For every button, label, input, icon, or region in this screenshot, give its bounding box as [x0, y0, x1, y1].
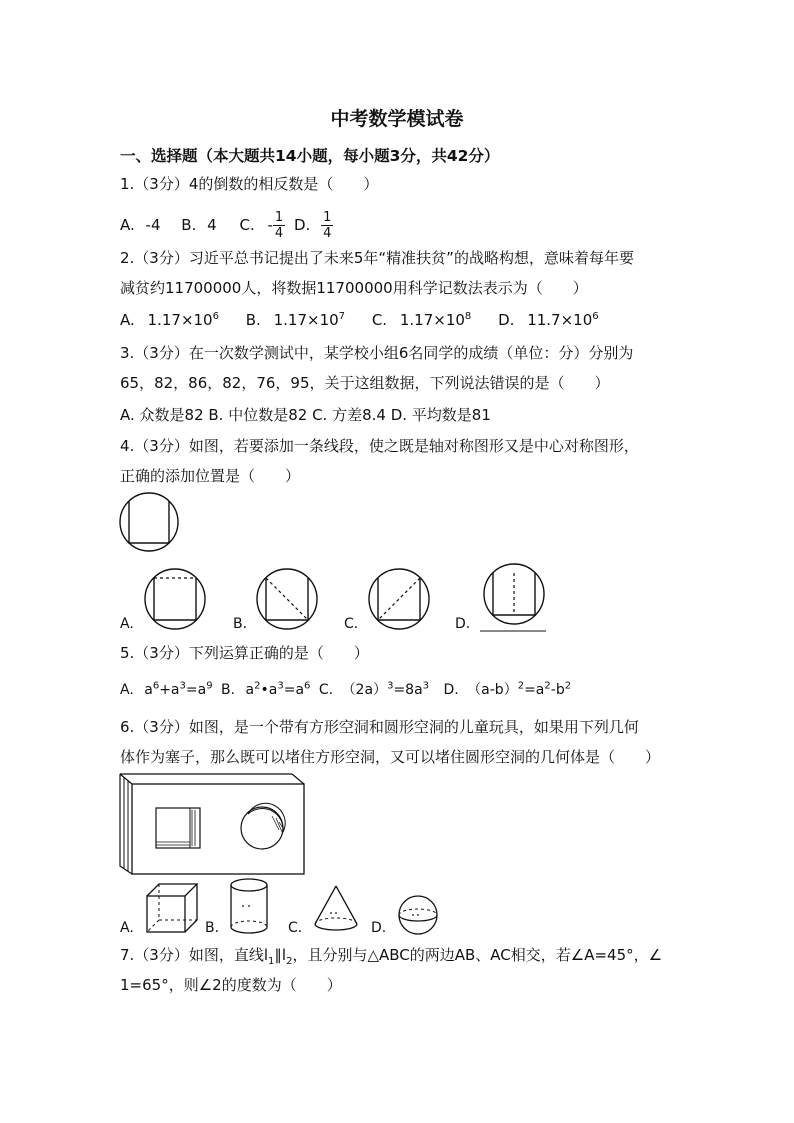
q4-option-b-label: B. [233, 616, 248, 632]
q1-option-b-value: 4 [207, 216, 217, 234]
q5-option-d-label: D. [443, 682, 459, 698]
q2-option-c-value: $1.17\times 10^8$ [399, 311, 472, 329]
q2-option-d-label: D. [498, 311, 515, 329]
q5-option-c-expr: $(2a)^3=8a^3$ [341, 680, 430, 698]
q5-option-d-expr: $(a-b)^2=a^2-b^2$ [467, 680, 572, 698]
q7-stem-line2: 1=65°，则∠2的度数为（ ） [120, 976, 342, 994]
q4-option-c-figure [366, 567, 432, 631]
q4-option-d-figure [480, 561, 550, 633]
q1-stem: 1.（3分）4的倒数的相反数是（ ） [120, 175, 379, 193]
q1-option-c-sign: - [267, 216, 273, 234]
q5-option-a-expr: $a^6+a^3=a^9$ [144, 680, 213, 698]
section-heading: 一、选择题（本大题共14小题，每小题3分，共42分） [120, 147, 500, 165]
q4-option-d-label: D. [455, 616, 471, 632]
q3-stem-line1: 3.（3分）在一次数学测试中，某学校小组6名同学的成绩（单位：分）分别为 [120, 344, 634, 362]
q6-option-c-label: C. [288, 920, 303, 936]
q5-option-b-expr: $a^2•a^3=a^6$ [245, 680, 311, 698]
q5-option-a-label: A. [120, 682, 134, 698]
q1-option-b-label: B. [181, 216, 197, 234]
q2-option-c-label: C. [371, 311, 388, 329]
q4-option-c-label: C. [344, 616, 359, 632]
q1-option-d-fraction: $\frac{1}{4}$ [323, 210, 332, 241]
q6-option-a-cube [143, 882, 201, 934]
q6-option-b-cylinder [228, 877, 270, 935]
q4-option-b-figure [254, 567, 320, 631]
q6-stem-line2: 体作为塞子，那么既可以堵住方形空洞，又可以堵住圆形空洞的几何体是（ ） [120, 748, 661, 766]
q6-stem-line1: 6.（3分）如图，是一个带有方形空洞和圆形空洞的儿童玩具，如果用下列几何 [120, 718, 639, 736]
q6-option-d-sphere [396, 894, 440, 936]
q4-option-a-figure [142, 567, 208, 631]
q6-option-a-label: A. [120, 920, 134, 936]
q7-stem-line1: 7.（3分）如图，直线$l_1\parallel l_2$，且分别与△ABC的两边AB、AC相交，若∠A=45°，∠ [120, 946, 663, 967]
q6-option-b-label: B. [205, 920, 220, 936]
q5-option-c-label: C. [318, 682, 334, 698]
q2-option-a-label: A. [120, 311, 135, 329]
q1-option-d-label: D. [293, 216, 311, 234]
q2-option-b-value: $1.17\times 10^7$ [273, 311, 346, 329]
q3-options: A. 众数是82 B. 中位数是82 C. 方差8.4 D. 平均数是81 [120, 406, 491, 424]
q5-stem: 5.（3分）下列运算正确的是（ ） [120, 644, 369, 662]
q6-toy-figure [118, 772, 308, 878]
q2-options [120, 310, 599, 330]
q2-option-b-label: B. [245, 311, 261, 329]
q2-stem-line1: 2.（3分）习近平总书记提出了未来5年“精准扶贫”的战略构想，意味着每年要 [120, 249, 634, 267]
q2-option-d-value: $11.7\times 10^6$ [527, 311, 599, 329]
page-title: 中考数学模试卷 [330, 108, 464, 130]
q2-option-a-value: $1.17\times 10^6$ [147, 311, 219, 329]
q6-option-c-cone [312, 884, 360, 934]
q4-option-a-label: A. [120, 616, 134, 632]
q3-stem-line2: 65，82，86，82，76，95，关于这组数据，下列说法错误的是（ ） [120, 374, 610, 392]
q5-options [120, 680, 571, 700]
q4-stem-line2: 正确的添加位置是（ ） [120, 467, 301, 485]
q1-option-a-value: -4 [145, 216, 161, 234]
q6-option-d-label: D. [371, 920, 387, 936]
q1-options [120, 210, 333, 241]
q2-stem-line2: 减贫约11700000人，将数据11700000用科学记数法表示为（ ） [120, 279, 588, 297]
q5-option-b-label: B. [221, 682, 236, 698]
q1-option-c-label: C. [239, 216, 255, 234]
q4-main-figure [118, 491, 182, 553]
q1-option-c-fraction: $\frac{1}{4}$ [274, 210, 284, 241]
q1-option-a-label: A. [120, 216, 135, 234]
q4-stem-line1: 4.（3分）如图，若要添加一条线段，使之既是轴对称图形又是中心对称图形， [120, 437, 639, 455]
